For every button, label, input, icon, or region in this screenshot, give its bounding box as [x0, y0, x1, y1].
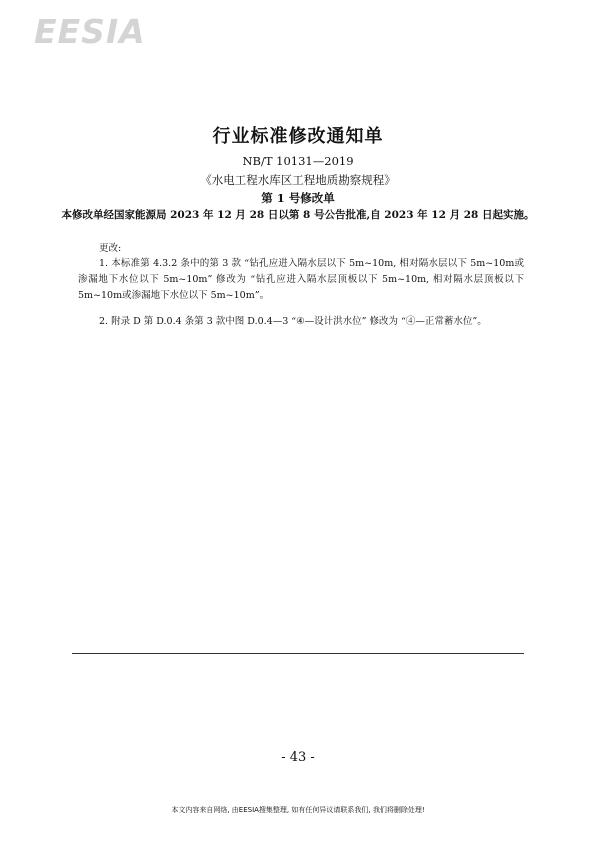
page-number: - 43 - — [281, 750, 315, 765]
content-heading: 更改: — [99, 243, 122, 254]
amendment-item-1: 1. 本标准第 4.3.2 条中的第 3 款 “钻孔应进入隔水层以下 5m~10m, 相对隔水层以下 5m~10m或渗漏地下水位以下 5m~10m” 修改为 “钻孔应进入隔水层顶板以下 5m~10m, 相对隔水层顶板以下 5m~10m或渗漏地下水位以下 5m~10m”。 — [78, 258, 524, 301]
document-title: 行业标准修改通知单 — [212, 126, 384, 147]
standard-name: 《水电工程水库区工程地质勘察规程》 — [200, 173, 396, 187]
amendment-item-2: 2. 附录 D 第 D.0.4 条第 3 款中图 D.0.4—3 “④—设计洪水位” 修改为 “④—正常蓄水位”。 — [99, 316, 487, 327]
divider-line — [72, 653, 524, 654]
standard-code: NB/T 10131—2019 — [242, 154, 354, 168]
approval-notice: 本修改单经国家能源局 2023 年 12 月 28 日以第 8 号公告批准,自 2023 年 12 月 28 日起实施。 — [61, 209, 535, 221]
footer-disclaimer: 本文内容来自网络, 由EESIA搜集整理, 如有任何异议请联系我们, 我们将删除处理! — [171, 806, 425, 814]
sheet-number: 第 1 号修改单 — [261, 191, 335, 205]
eesia-watermark-logo: EESIA — [34, 12, 146, 51]
